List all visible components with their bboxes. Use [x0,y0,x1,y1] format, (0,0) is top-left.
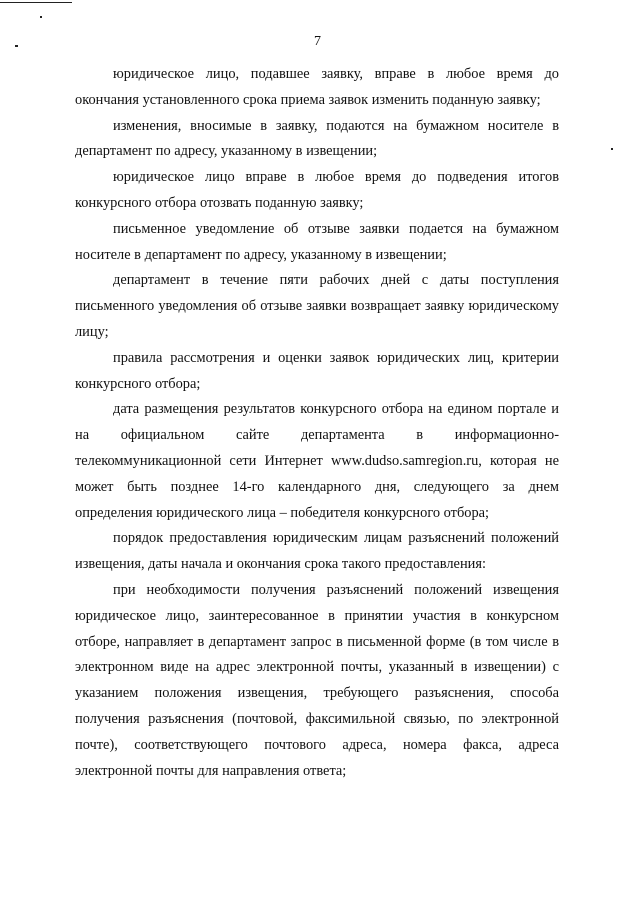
document-body [75,62,559,784]
paragraph: изменения, вносимые в заявку, подаются на бумажном носителе в департамент по адресу, указанному в извещении; [75,117,559,160]
paragraph: при необходимости получения разъяснений положений извещения юридическое лицо, заинтересованное в принятии участия в конкурсном отборе, направляет в департамент запрос в письменной форме (в том числе в электронном виде на адрес электронной почты, указанный в извещении) с указанием положения извещения, требующего разъяснения, способа получения разъяснения (почтовой, факсимильной связью, по электронной почте), соответствующего почтового адреса, номера факса, адреса электронной почты для направления ответа; [75,581,559,779]
page-number: 7 [314,34,321,49]
scan-speck [40,16,42,18]
paragraph: порядок предоставления юридическим лицам разъяснений положений извещения, даты начала и окончания срока такого предоставления: [75,530,559,573]
paragraph: юридическое лицо вправе в любое время до подведения итогов конкурсного отбора отозвать поданную заявку; [75,169,559,211]
paragraph: правила рассмотрения и оценки заявок юридических лиц, критерии конкурсного отбора; [75,349,559,392]
scan-edge-line [0,2,72,3]
paragraph: письменное уведомление об отзыве заявки подается на бумажном носителе в департамент по адресу, указанному в извещении; [75,220,559,263]
scan-speck [611,148,613,150]
paragraph: дата размещения результатов конкурсного отбора на едином портале и на официальном сайте департамента в информационно-телекоммуникационной сети Интернет www.dudso.samregion.ru, которая не может быть позднее 14-го календарного дня, следующего за днем определения юридического лица – победителя конкурсного отбора; [75,401,559,521]
paragraph: департамент в течение пяти рабочих дней с даты поступления письменного уведомления об отзыве заявки возвращает заявку юридическому лицу; [75,272,559,340]
paragraph: юридическое лицо, подавшее заявку, вправе в любое время до окончания установленного срока приема заявок изменить поданную заявку; [75,66,559,108]
